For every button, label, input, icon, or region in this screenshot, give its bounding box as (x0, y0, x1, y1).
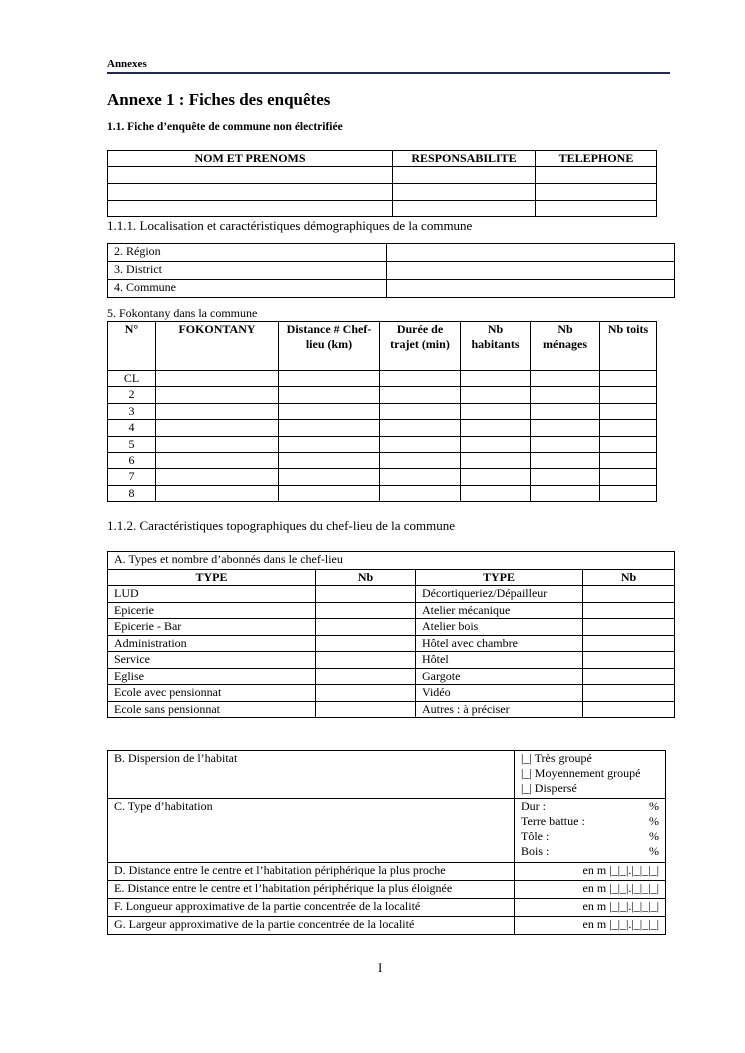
percent-sign: % (649, 799, 659, 813)
cell[interactable] (156, 452, 279, 468)
option-label: Tôle : (521, 829, 550, 843)
col-header: Nb ménages (531, 322, 600, 371)
row-number: 4 (108, 420, 156, 436)
cell[interactable] (279, 420, 380, 436)
cell[interactable] (461, 485, 531, 501)
col-header: Nb toits (600, 322, 657, 371)
cell[interactable] (156, 436, 279, 452)
cell[interactable] (461, 371, 531, 387)
count-cell[interactable] (583, 701, 675, 718)
table-row (108, 668, 675, 685)
row-number: CL (108, 371, 156, 387)
cell[interactable] (536, 184, 657, 201)
count-cell[interactable] (316, 602, 416, 619)
option-label: Terre battue : (521, 814, 585, 828)
type-label: Administration (108, 635, 316, 652)
row-label: E. Distance entre le centre et l’habitation périphérique la plus éloignée (108, 881, 515, 899)
cell[interactable] (531, 387, 600, 403)
table-row (108, 602, 675, 619)
running-header: Annexes (107, 58, 147, 70)
cell[interactable] (461, 387, 531, 403)
location-table (107, 243, 675, 298)
table-row (108, 619, 675, 636)
cell[interactable] (380, 371, 461, 387)
cell[interactable] (531, 469, 600, 485)
type-label: Epicerie (108, 602, 316, 619)
meter-field[interactable]: en m |_|_|.|_|_|_| (515, 899, 666, 917)
cell[interactable] (380, 420, 461, 436)
table-row (108, 452, 657, 468)
table-row (108, 371, 657, 387)
respondents-table (107, 150, 657, 217)
cell[interactable] (380, 469, 461, 485)
count-cell[interactable] (316, 668, 416, 685)
type-label: LUD (108, 586, 316, 603)
row-number: 5 (108, 436, 156, 452)
cell[interactable] (279, 469, 380, 485)
option-disperse[interactable]: |_| Dispersé (521, 781, 577, 795)
type-label: Atelier bois (416, 619, 583, 636)
row-label: 4. Commune (108, 280, 387, 298)
table-row (108, 387, 657, 403)
row-label: D. Distance entre le centre et l’habitation périphérique la plus proche (108, 863, 515, 881)
cell[interactable] (600, 387, 657, 403)
table-row (108, 403, 657, 419)
table-row (108, 652, 675, 669)
cell[interactable] (156, 371, 279, 387)
cell[interactable] (156, 485, 279, 501)
cell[interactable] (279, 387, 380, 403)
cell[interactable] (536, 201, 657, 217)
cell[interactable] (279, 436, 380, 452)
meter-field[interactable]: en m |_|_|.|_|_|_| (515, 863, 666, 881)
cell[interactable] (531, 403, 600, 419)
type-label: Décortiqueriez/Dépailleur (416, 586, 583, 603)
cell[interactable] (380, 452, 461, 468)
row-label: 2. Région (108, 244, 387, 262)
cell[interactable] (156, 469, 279, 485)
cell[interactable] (531, 452, 600, 468)
cell[interactable] (600, 485, 657, 501)
cell[interactable] (156, 420, 279, 436)
col-header: Nb habitants (461, 322, 531, 371)
pct-row[interactable] (521, 814, 659, 829)
count-cell[interactable] (583, 685, 675, 702)
table-row (108, 485, 657, 501)
option-label: Bois : (521, 844, 550, 858)
count-cell[interactable] (316, 701, 416, 718)
row-number: 2 (108, 387, 156, 403)
cell[interactable] (600, 420, 657, 436)
page-title: Annexe 1 : Fiches des enquêtes (107, 90, 331, 109)
type-label: Service (108, 652, 316, 669)
cell[interactable] (156, 387, 279, 403)
cell[interactable] (531, 485, 600, 501)
cell[interactable] (531, 436, 600, 452)
cell[interactable] (387, 262, 675, 280)
cell[interactable] (531, 371, 600, 387)
col-header: N° (108, 322, 156, 371)
meter-field[interactable]: en m |_|_|.|_|_|_| (515, 881, 666, 899)
cell[interactable] (600, 403, 657, 419)
type-label: Hôtel (416, 652, 583, 669)
subscribers-table (107, 551, 675, 718)
table-title: A. Types et nombre d’abonnés dans le chef-lieu (108, 552, 675, 570)
table-row (108, 420, 657, 436)
percent-sign: % (649, 829, 659, 843)
row-label: 3. District (108, 262, 387, 280)
col-header: RESPONSABILITE (393, 151, 536, 167)
cell[interactable] (393, 201, 536, 217)
count-cell[interactable] (583, 619, 675, 636)
col-header: NOM ET PRENOMS (108, 151, 393, 167)
type-label: Ecole avec pensionnat (108, 685, 316, 702)
fokontany-table (107, 321, 657, 502)
row-number: 3 (108, 403, 156, 419)
cell[interactable] (380, 436, 461, 452)
cell[interactable] (279, 485, 380, 501)
cell[interactable] (108, 184, 393, 201)
table-row (108, 701, 675, 718)
pct-row[interactable] (521, 829, 659, 844)
cell[interactable] (600, 436, 657, 452)
type-label: Ecole sans pensionnat (108, 701, 316, 718)
cell[interactable] (531, 420, 600, 436)
option-label: Dur : (521, 799, 546, 813)
cell[interactable] (393, 184, 536, 201)
section-heading: 1.1.2. Caractéristiques topographiques du chef-lieu de la commune (107, 518, 456, 533)
fokontany-label: 5. Fokontany dans la commune (107, 306, 258, 320)
table-row (108, 635, 675, 652)
col-header: Durée de trajet (min) (380, 322, 461, 371)
cell[interactable] (279, 403, 380, 419)
col-header: TYPE (108, 570, 316, 586)
row-label: B. Dispersion de l’habitat (108, 751, 515, 799)
count-cell[interactable] (316, 652, 416, 669)
cell[interactable] (393, 167, 536, 184)
meter-field[interactable]: en m |_|_|.|_|_|_| (515, 917, 666, 935)
col-header: Nb (316, 570, 416, 586)
cell[interactable] (600, 371, 657, 387)
cell[interactable] (108, 201, 393, 217)
cell[interactable] (461, 420, 531, 436)
header-rule (107, 72, 670, 74)
col-header: TYPE (416, 570, 583, 586)
cell[interactable] (461, 403, 531, 419)
row-label: F. Longueur approximative de la partie concentrée de la localité (108, 899, 515, 917)
cell[interactable] (380, 403, 461, 419)
row-number: 7 (108, 469, 156, 485)
type-label: Atelier mécanique (416, 602, 583, 619)
count-cell[interactable] (583, 668, 675, 685)
cell[interactable] (108, 167, 393, 184)
percent-sign: % (649, 844, 659, 858)
cell[interactable] (600, 452, 657, 468)
cell[interactable] (461, 469, 531, 485)
type-label: Vidéo (416, 685, 583, 702)
row-label: C. Type d’habitation (108, 799, 515, 863)
cell[interactable] (461, 436, 531, 452)
cell[interactable] (387, 280, 675, 298)
count-cell[interactable] (316, 635, 416, 652)
cell[interactable] (279, 452, 380, 468)
pct-row[interactable] (521, 844, 659, 859)
col-header: Distance # Chef-lieu (km) (279, 322, 380, 371)
row-label: G. Largeur approximative de la partie concentrée de la localité (108, 917, 515, 935)
row-number: 6 (108, 452, 156, 468)
table-row (108, 586, 675, 603)
count-cell[interactable] (316, 586, 416, 603)
type-label: Eglise (108, 668, 316, 685)
subtitle: 1.1. Fiche d’enquête de commune non électrifiée (107, 121, 343, 133)
count-cell[interactable] (583, 635, 675, 652)
table-row (108, 685, 675, 702)
option-moyennement-groupe[interactable]: |_| Moyennement groupé (521, 766, 641, 780)
page-number: I (378, 960, 383, 975)
table-row (108, 436, 657, 452)
table-row (108, 469, 657, 485)
section-heading: 1.1.1. Localisation et caractéristiques démographiques de la commune (107, 218, 473, 233)
count-cell[interactable] (583, 652, 675, 669)
type-label: Autres : à préciser (416, 701, 583, 718)
col-header: TELEPHONE (536, 151, 657, 167)
col-header: Nb (583, 570, 675, 586)
percent-sign: % (649, 814, 659, 828)
cell[interactable] (600, 469, 657, 485)
count-cell[interactable] (583, 602, 675, 619)
cell[interactable] (279, 371, 380, 387)
option-tres-groupe[interactable]: |_| Très groupé (521, 751, 592, 765)
pct-row[interactable] (521, 799, 659, 814)
col-header: FOKONTANY (156, 322, 279, 371)
count-cell[interactable] (316, 619, 416, 636)
cell[interactable] (156, 403, 279, 419)
cell[interactable] (380, 387, 461, 403)
type-label: Gargote (416, 668, 583, 685)
count-cell[interactable] (316, 685, 416, 702)
cell[interactable] (536, 167, 657, 184)
type-label: Epicerie - Bar (108, 619, 316, 636)
habitat-table (107, 750, 666, 935)
cell[interactable] (380, 485, 461, 501)
cell[interactable] (387, 244, 675, 262)
row-number: 8 (108, 485, 156, 501)
type-label: Hôtel avec chambre (416, 635, 583, 652)
count-cell[interactable] (583, 586, 675, 603)
cell[interactable] (461, 452, 531, 468)
